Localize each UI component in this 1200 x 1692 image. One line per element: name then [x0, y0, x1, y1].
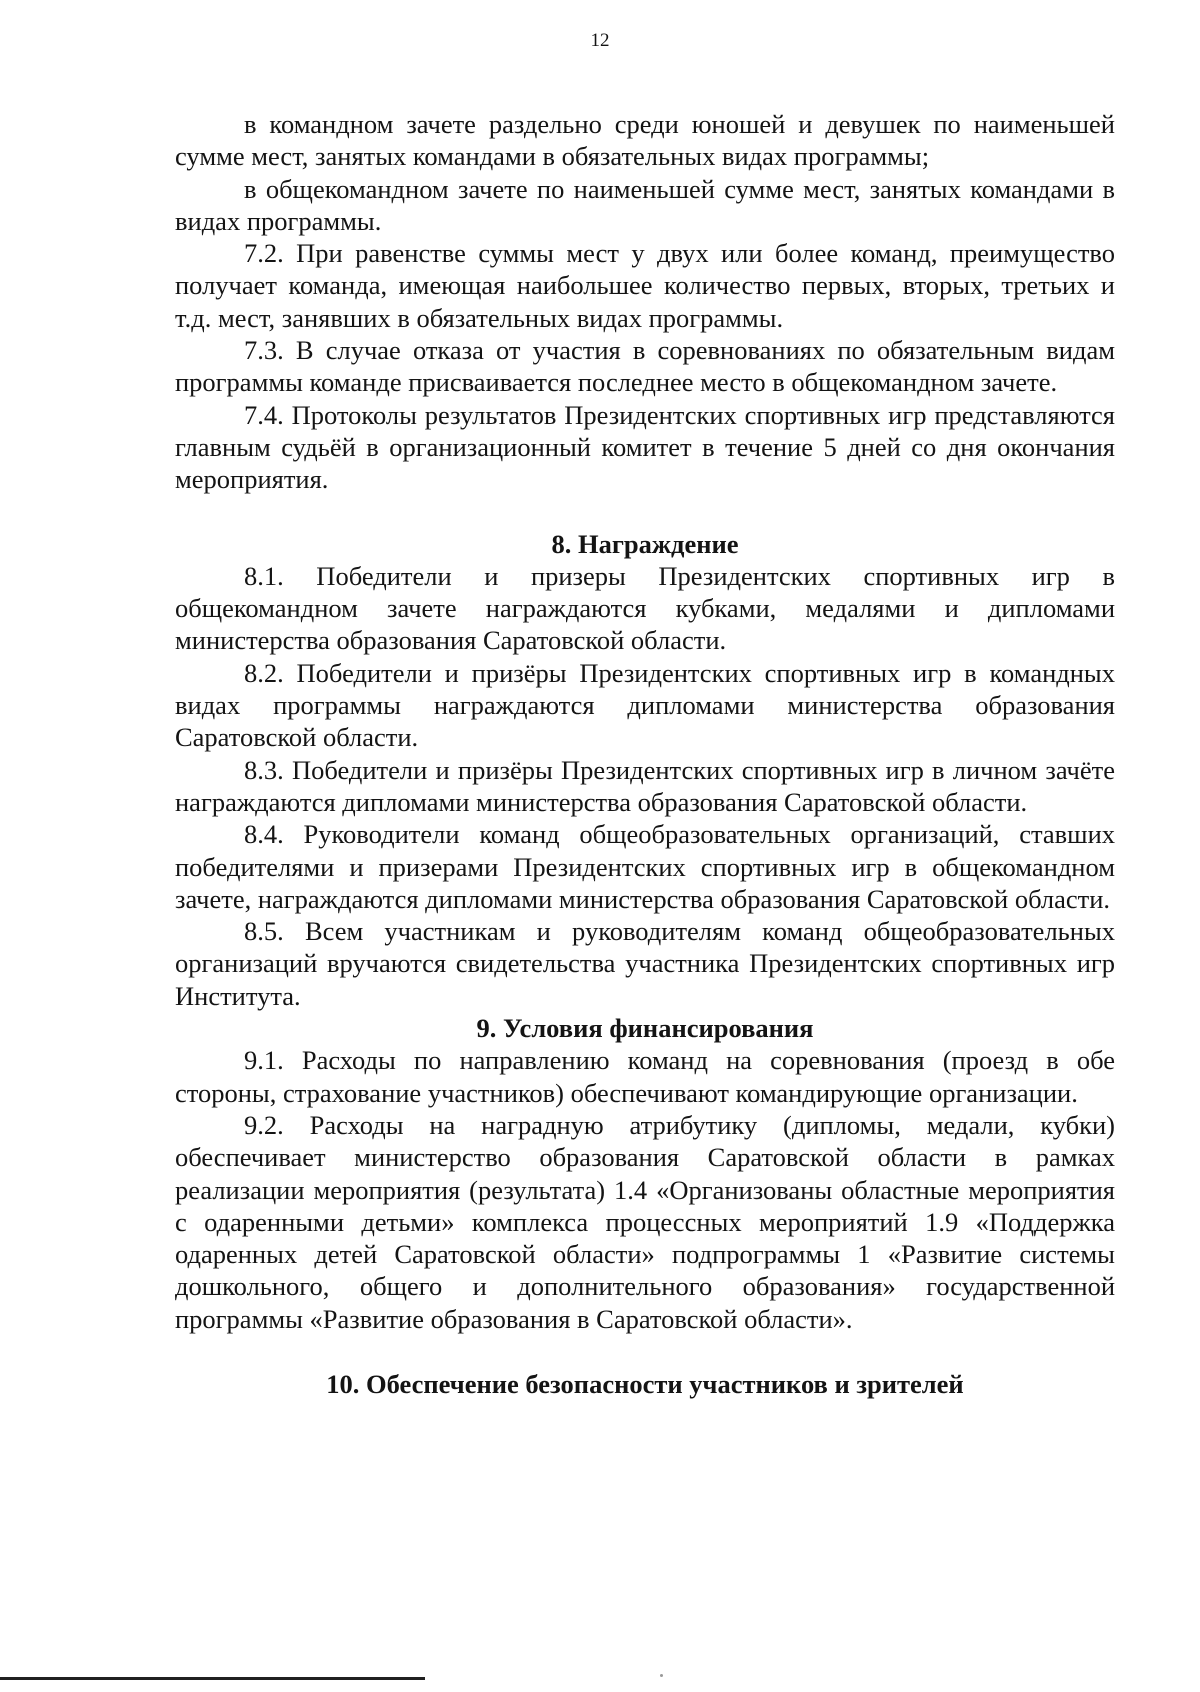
paragraph-8-4: 8.4. Руководители команд общеобразовательных организаций, ставших победителями и призерами Президентских спортивных игр в общекомандном зачете, награждаются дипломами министерства образования Саратовской области.: [175, 819, 1115, 914]
paragraph-8-2: 8.2. Победители и призёры Президентских спортивных игр в командных видах программы награждаются дипломами министерства образования Саратовской области.: [175, 657, 1115, 753]
paragraph-8-1: 8.1. Победители и призеры Президентских спортивных игр в общекомандном зачете награждаются кубками, медалями и дипломами министерства образования Саратовской области.: [175, 560, 1115, 656]
scan-edge-line: [0, 1677, 425, 1680]
paragraph-8-3: 8.3. Победители и призёры Президентских спортивных игр в личном зачёте награждаются дипломами министерства образования Саратовской области.: [175, 754, 1115, 817]
paragraph-7-2: 7.2. При равенстве суммы мест у двух или более команд, преимущество получает команда, имеющая наибольшее количество первых, вторых, третьих и т.д. мест, занявших в обязательных видах программы.: [175, 238, 1115, 333]
paragraph-8-5: 8.5. Всем участникам и руководителям команд общеобразовательных организаций вручаются свидетельства участника Президентских спортивных игр Института.: [175, 916, 1115, 1011]
page-number: 12: [590, 30, 610, 51]
paragraph-9-1: 9.1. Расходы по направлению команд на соревнования (проезд в обе стороны, страхование участников) обеспечивают командирующие организации.: [175, 1045, 1115, 1108]
section-heading-10: 10. Обеспечение безопасности участников и зрителей: [326, 1368, 964, 1399]
document-body: [175, 108, 1115, 1400]
section-heading-8: 8. Награждение: [551, 528, 739, 559]
scan-speck: [660, 1674, 663, 1677]
section-heading-9: 9. Условия финансирования: [476, 1013, 814, 1044]
paragraph-7-4: 7.4. Протоколы результатов Президентских спортивных игр представляются главным судьёй в организационный комитет в течение 5 дней со дня окончания мероприятия.: [175, 399, 1115, 495]
paragraph-overall-standings: в общекомандном зачете по наименьшей сумме мест, занятых командами в видах программы.: [175, 173, 1115, 236]
paragraph-7-3: 7.3. В случае отказа от участия в соревнованиях по обязательным видам программы команде присваивается последнее место в общекомандном зачете.: [175, 335, 1115, 398]
paragraph-9-2: 9.2. Расходы на наградную атрибутику (дипломы, медали, кубки) обеспечивает министерство образования Саратовской области в рамках реализации мероприятия (результата) 1.4 «Организованы областные мероприятия с одаренными детьми» комплекса процессных мероприятий 1.9 «Поддержка одаренных детей Саратовской области» подпрограммы 1 «Развитие системы дошкольного, общего и дополнительного образования» государственной программы «Развитие образования в Саратовской области».: [175, 1109, 1115, 1334]
paragraph-team-standings: в командном зачете раздельно среди юношей и девушек по наименьшей сумме мест, занятых командами в обязательных видах программы;: [175, 109, 1115, 172]
